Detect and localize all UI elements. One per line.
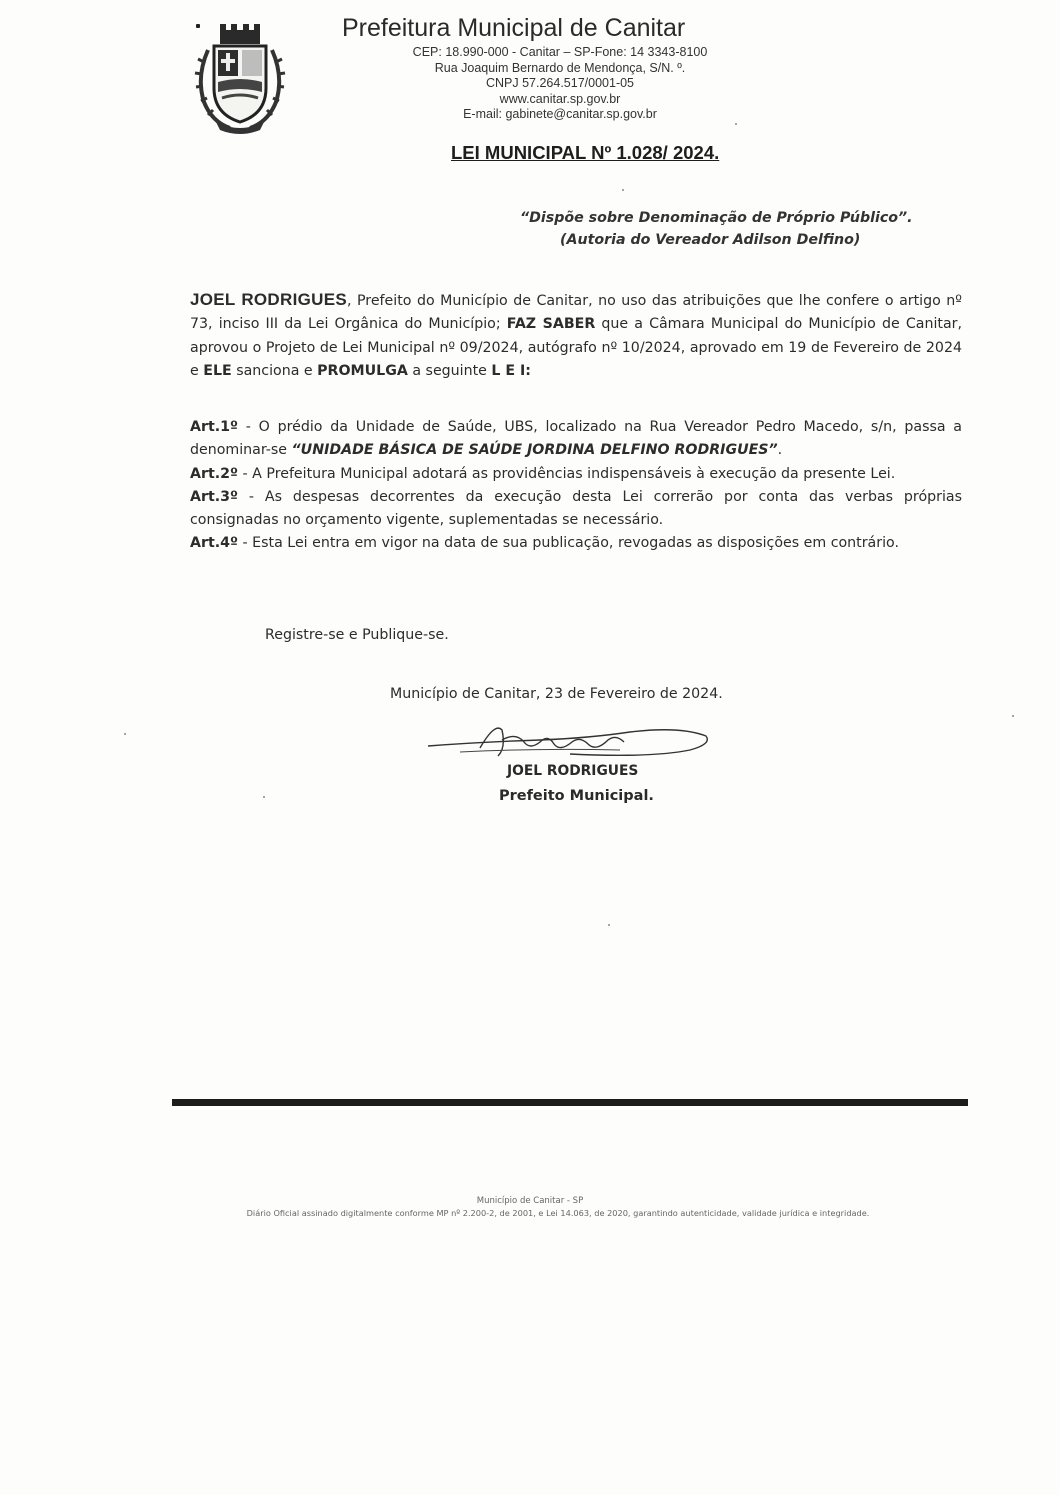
article-label: Art.3º bbox=[190, 488, 239, 505]
article-text: - As despesas decorrentes da execução desta Lei correrão por conta das verbas próprias consignadas no orçamento vigente, suplementadas se necessário. bbox=[190, 488, 962, 529]
article-text: - A Prefeitura Municipal adotará as providências indispensáveis à execução da presente Lei. bbox=[238, 465, 896, 482]
law-summary bbox=[520, 207, 970, 251]
article-2 bbox=[190, 463, 962, 486]
signer-role: Prefeito Municipal. bbox=[499, 788, 654, 804]
preamble-paragraph bbox=[190, 288, 962, 383]
article-text: - O prédio da Unidade de Saúde, UBS, localizado na Rua Vereador Pedro Macedo, s/n, passa a denominar-se bbox=[190, 419, 962, 459]
handwritten-signature bbox=[420, 718, 720, 768]
header-title: Prefeitura Municipal de Canitar bbox=[342, 14, 686, 42]
footer-city: Município de Canitar - SP bbox=[476, 1196, 584, 1206]
preamble-text: , Prefeito do Município de Canitar, no uso das atribuições que lhe confere o artigo nº 73, inciso III da Lei Orgânica do Município; bbox=[190, 293, 962, 333]
article-label: Art.1º bbox=[190, 419, 239, 435]
preamble-text: sanciona e bbox=[231, 362, 318, 379]
article-label: Art.4º bbox=[190, 535, 239, 552]
header-cep-phone: CEP: 18.990-000 - Canitar – SP-Fone: 14 3343-8100 bbox=[412, 45, 708, 59]
law-title: LEI MUNICIPAL Nº 1.028/ 2024. bbox=[451, 142, 720, 163]
promulga-keyword: PROMULGA bbox=[317, 362, 408, 379]
ele-keyword: ELE bbox=[203, 362, 232, 379]
header-address: Rua Joaquim Bernardo de Mendonça, S/N. º. bbox=[434, 60, 686, 75]
article-text: - Esta Lei entra em vigor na data de sua publicação, revogadas as disposições em contrário. bbox=[238, 535, 899, 552]
registre-line: Registre-se e Publique-se. bbox=[265, 627, 449, 643]
header-contact-block bbox=[360, 45, 760, 123]
header-website: www.canitar.sp.gov.br bbox=[499, 91, 621, 106]
footer-digital-signature-note: Diário Oficial assinado digitalmente conforme MP nº 2.200-2, de 2001, e Lei 14.063, de 2020, garantindo autenticidade, validade jurídica e integridade. bbox=[246, 1208, 870, 1218]
header-email: E-mail: gabinete@canitar.sp.gov.br bbox=[463, 107, 657, 122]
faz-saber: FAZ SABER bbox=[506, 316, 596, 333]
article-4 bbox=[190, 532, 962, 555]
footer-divider bbox=[172, 1099, 968, 1106]
law-authorship-line: (Autoria do Vereador Adilson Delfino) bbox=[560, 232, 861, 248]
article-text-tail: . bbox=[777, 442, 783, 459]
unit-name: “UNIDADE BÁSICA DE SAÚDE JORDINA DELFINO RODRIGUES” bbox=[291, 442, 778, 459]
article-3 bbox=[190, 486, 962, 533]
municipal-crest bbox=[190, 22, 290, 134]
signer-name: JOEL RODRIGUES bbox=[507, 763, 639, 779]
date-line: Município de Canitar, 23 de Fevereiro de 2024. bbox=[390, 686, 723, 702]
lei-keyword: L E I: bbox=[491, 362, 531, 379]
mayor-name: JOEL RODRIGUES bbox=[190, 290, 347, 309]
article-label: Art.2º bbox=[190, 465, 239, 482]
preamble-text: que a Câmara Municipal do Município de Canitar, aprovou o Projeto de Lei Municipal nº 09/2024, autógrafo nº 10/2024, aprovado em 19 de Fevereiro de 2024 e bbox=[190, 316, 962, 379]
article-1 bbox=[190, 416, 962, 463]
law-summary-line: “Dispõe sobre Denominação de Próprio Público”. bbox=[520, 210, 913, 226]
preamble-text: a seguinte bbox=[407, 362, 492, 379]
header-cnpj: CNPJ 57.264.517/0001-05 bbox=[485, 76, 635, 91]
articles-section bbox=[190, 416, 962, 556]
